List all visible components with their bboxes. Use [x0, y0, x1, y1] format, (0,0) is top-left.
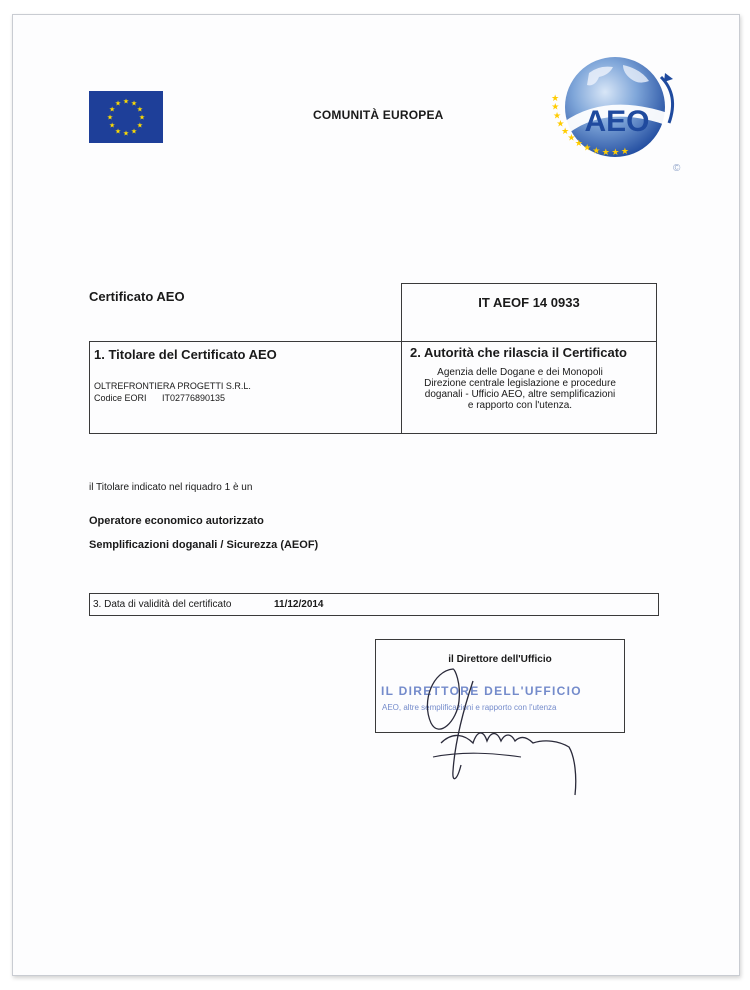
stamp-line-1: IL DIRETTORE DELL'UFFICIO — [381, 684, 582, 698]
logo-star-icon: ★ — [620, 146, 630, 157]
header-title: COMUNITÀ EUROPEA — [313, 108, 444, 122]
holder-heading: 1. Titolare del Certificato AEO — [94, 347, 277, 362]
status-line-1: Operatore economico autorizzato — [89, 515, 264, 527]
eu-star-icon: ★ — [106, 113, 114, 122]
logo-star-icon: ★ — [567, 133, 576, 144]
eu-star-icon: ★ — [138, 113, 146, 122]
eu-star-icon: ★ — [114, 99, 122, 108]
logo-star-icon: ★ — [552, 111, 562, 122]
logo-star-icon: ★ — [574, 139, 583, 150]
signature-box — [375, 639, 625, 733]
authority-line: doganali - Ufficio AEO, altre semplificazioni — [424, 389, 616, 400]
logo-star-icon: ★ — [583, 143, 592, 154]
signature-title: il Direttore dell'Ufficio — [448, 654, 552, 665]
logo-star-icon: ★ — [611, 148, 620, 159]
logo-star-icon: ★ — [551, 94, 560, 105]
status-line-2: Semplificazioni doganali / Sicurezza (AEOF) — [89, 539, 319, 551]
certificate-page — [12, 14, 740, 976]
logo-star-icon: ★ — [592, 146, 601, 157]
logo-star-icon: ★ — [551, 102, 560, 113]
validity-box — [89, 593, 659, 616]
eu-flag-icon — [89, 91, 163, 143]
validity-date: 11/12/2014 — [274, 599, 324, 610]
copyright-mark: © — [673, 163, 681, 171]
validity-label: 3. Data di validità del certificato — [93, 599, 232, 610]
logo-star-icon: ★ — [561, 126, 570, 137]
eu-star-icon: ★ — [109, 105, 116, 114]
eu-star-icon: ★ — [114, 127, 122, 136]
intro-text: il Titolare indicato nel riquadro 1 è un — [89, 482, 253, 493]
certificate-number: IT AEOF 14 0933 — [478, 295, 580, 310]
logo-star-icon: ★ — [556, 119, 565, 130]
authority-line: Agenzia delle Dogane e dei Monopoli — [437, 367, 603, 378]
stamp-line-2: AEO, altre semplificazioni e rapporto con l'utenza — [382, 703, 557, 712]
eu-star-icon: ★ — [136, 105, 143, 114]
eu-star-icon: ★ — [122, 129, 130, 138]
eori-value: IT02776890135 — [162, 393, 226, 403]
box-divider — [401, 342, 402, 433]
authority-text — [406, 367, 634, 411]
certificate-label: Certificato AEO — [89, 289, 185, 304]
eu-star-icon: ★ — [122, 97, 130, 106]
authority-heading: 2. Autorità che rilascia il Certificato — [410, 345, 627, 360]
certificate-number-box — [401, 283, 657, 342]
eu-star-icon: ★ — [130, 99, 138, 108]
eu-star-icon: ★ — [136, 121, 143, 130]
holder-authority-box — [89, 341, 657, 434]
authority-line: Direzione centrale legislazione e procedure — [424, 378, 616, 389]
holder-name: OLTREFRONTIERA PROGETTI S.R.L. — [94, 381, 251, 391]
eori-label: Codice EORI — [94, 393, 147, 403]
aeo-logo-text: AEO — [584, 105, 650, 138]
eu-star-icon: ★ — [109, 121, 116, 130]
aeo-logo — [537, 51, 697, 171]
eu-star-icon: ★ — [130, 127, 138, 136]
authority-line: e rapporto con l'utenza. — [467, 400, 573, 411]
logo-star-icon: ★ — [601, 148, 610, 159]
